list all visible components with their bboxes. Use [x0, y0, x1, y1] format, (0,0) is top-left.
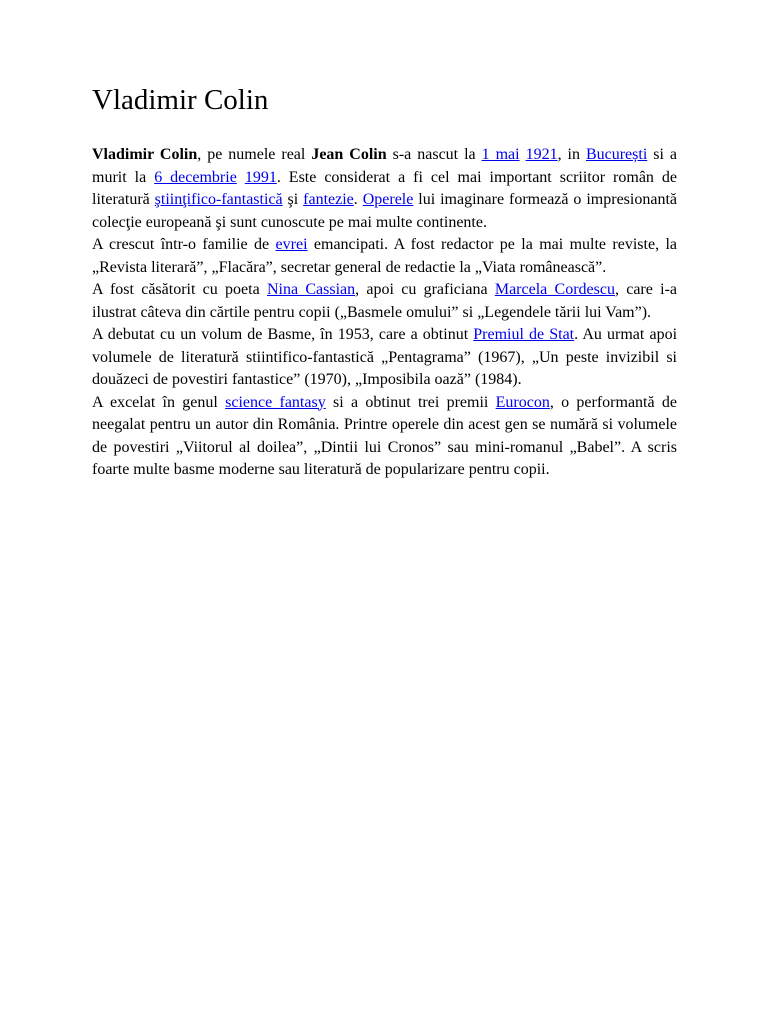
text-run: emancipati. A fost redactor pe la mai multe reviste, la „Revista literară”, „Flacăra”, secretar general de redactie la „Viata românească”. [92, 236, 677, 276]
text-run: . Este considerat a fi cel mai important scriitor român de literatură [92, 168, 678, 208]
text-run: si a murit la [92, 146, 677, 186]
text-run: lui imaginare formează o impresionantă colecţie europeană şi sunt cunoscute pe mai multe continente. [92, 191, 678, 231]
real-name: Jean Colin [311, 146, 387, 163]
link-science-fantasy[interactable]: science fantasy [225, 393, 326, 411]
paragraph-2 [92, 234, 677, 279]
text-run: , in [557, 146, 586, 163]
text-run [237, 169, 245, 186]
text-run: şi [282, 191, 304, 208]
text-run: , o performantă de neegalat pentru un autor din România. Printre operele din acest gen se numără si volumele de povestiri „Viitorul al doilea”, „Dintii lui Cronos” sau mini-romanul „Babel”. A scris foarte multe basme moderne sau literatură de popularizare pentru copii. [92, 393, 677, 478]
page-title: Vladimir Colin [92, 84, 269, 116]
link-marcela-cordescu[interactable]: Marcela Cordescu [494, 281, 615, 298]
subject-name: Vladimir Colin [92, 146, 198, 163]
text-run: A debutat cu un volum de Basme, în 1953, care a obtinut [92, 326, 474, 343]
paragraph-1 [92, 144, 677, 234]
paragraph-5 [92, 392, 677, 482]
link-1991[interactable]: 1991 [244, 168, 277, 186]
link-6-decembrie[interactable]: 6 decembrie [154, 168, 237, 186]
text-run: s-a nascut la [386, 146, 482, 163]
link-fantezie[interactable]: fantezie [303, 191, 354, 208]
text-run: , care i-a ilustrat câteva din cărtile pentru copii („Basmele omului” si „Legendele tării lui Vam”). [92, 281, 678, 321]
text-run: si a obtinut trei premii [325, 393, 496, 411]
link-stiintifico-fantastica[interactable]: ştiinţifico-fantastică [154, 191, 283, 208]
link-premiul-de-stat[interactable]: Premiul de Stat [473, 326, 575, 343]
link-bucuresti[interactable]: București [585, 146, 648, 163]
text-run: , apoi cu graficiana [355, 281, 495, 298]
text-run: . [353, 191, 363, 208]
text-run: A crescut într-o familie de [92, 236, 276, 253]
link-1921[interactable]: 1921 [525, 146, 558, 163]
paragraph-3 [92, 279, 677, 324]
text-run: A fost căsătorit cu poeta [92, 281, 267, 298]
link-evrei[interactable]: evrei [275, 236, 308, 253]
link-nina-cassian[interactable]: Nina Cassian [266, 281, 356, 298]
paragraph-4 [92, 324, 677, 392]
link-operele[interactable]: Operele [362, 191, 414, 208]
text-run: , pe numele real [197, 146, 312, 163]
text-run: . Au urmat apoi volumele de literatură stiintifico-fantastică „Pentagrama” (1967), „Un peste invizibil si douăzeci de povestiri fantastice” (1970), „Imposibila oază” (1984). [92, 326, 678, 388]
link-eurocon[interactable]: Eurocon [495, 393, 550, 411]
text-run: A excelat în genul [92, 393, 226, 411]
article-body [92, 144, 677, 482]
link-1-mai[interactable]: 1 mai [481, 146, 520, 163]
